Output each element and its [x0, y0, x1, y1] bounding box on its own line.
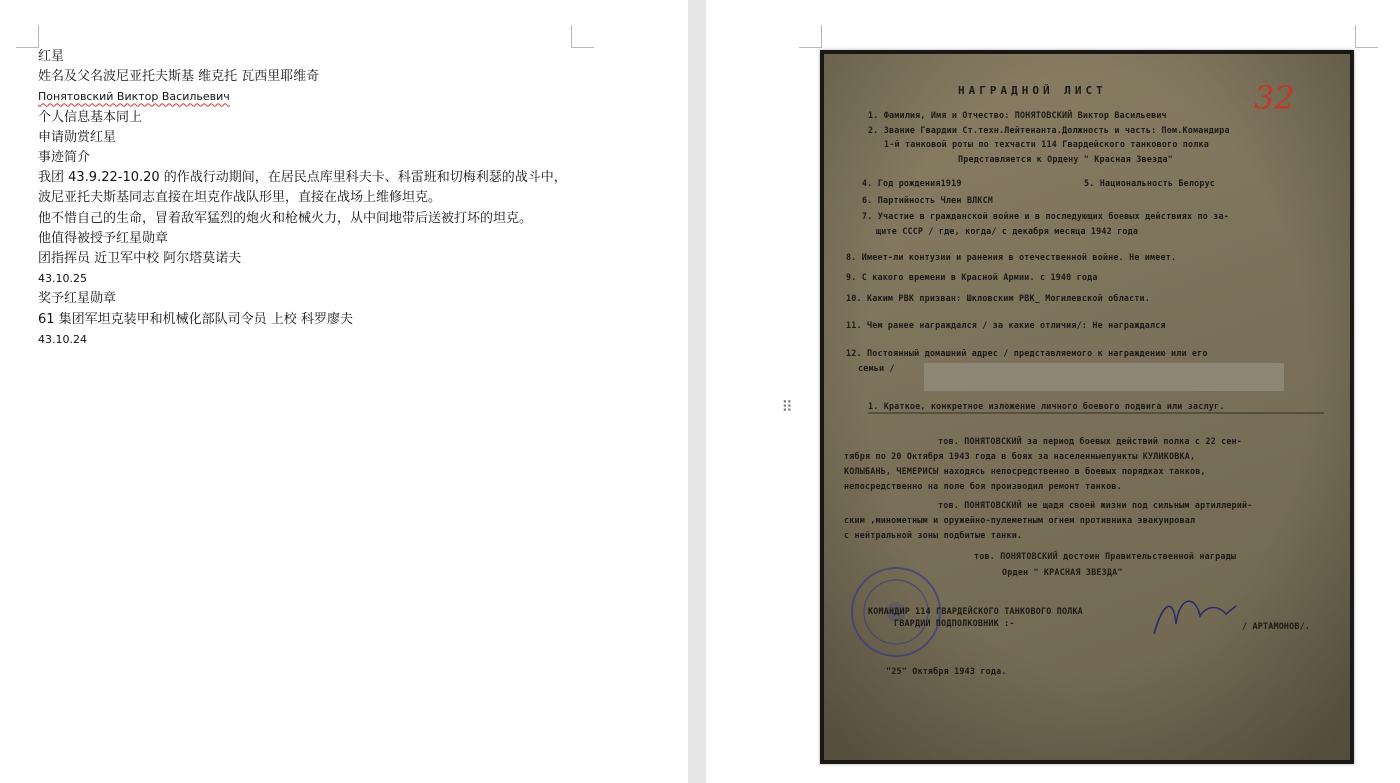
scan-line: 8. Имеет-ли контузии и ранения в отечественной войне. Не имеет.: [846, 252, 1177, 262]
scan-line: 12. Постоянный домашний адрес / представляемого к награждению или его: [846, 348, 1208, 358]
scan-line: 5. Национальность Белорус: [1084, 178, 1216, 188]
scan-line: 2. Звание Гвардии Ст.техн.Лейтенанта.Должность и часть: Пом.Командира: [868, 125, 1230, 135]
scan-line: / АРТАМОНОВ/.: [1242, 621, 1311, 631]
scan-line: 9. С какого времени в Красной Армии. с 1940 года: [846, 272, 1098, 282]
scan-line: тов. ПОНЯТОВСКИЙ не щадя своей жизни под сильным артиллерий-: [938, 500, 1253, 510]
scan-line: с нейтральной зоны подбитые танки.: [844, 530, 1023, 540]
scan-line: 1-й танковой роты по техчасти 114 Гвардейского танкового полка: [884, 139, 1210, 149]
scan-line: Представляется к Ордену " Красная Звезда": [958, 154, 1173, 164]
scan-number: 32: [1254, 79, 1295, 117]
scan-line: КОМАНДИР 114 ГВАРДЕЙСКОГО ТАНКОВОГО ПОЛКА: [868, 606, 1083, 616]
margin-corner-mark: [571, 25, 594, 48]
scan-line: тября по 20 Октября 1943 года в боях за населенныепункты КУЛИКОВКА,: [844, 451, 1196, 461]
scan-line: КОЛЫБАНЬ, ЧЕМЕРИСЫ находясь непосредственно в боевых порядках танков,: [844, 466, 1206, 476]
margin-corner-mark: [16, 25, 39, 48]
date-line[interactable]: 43.10.24: [38, 332, 87, 346]
scan-line: 7. Участие в гражданской войне и в последующих боевых действиях по за-: [862, 211, 1229, 221]
russian-name-line[interactable]: Понятовский Виктор Васильевич: [38, 90, 230, 104]
scan-line: "25" Октября 1943 года.: [886, 666, 1007, 676]
scan-line: тов. ПОНЯТОВСКИЙ достоин Правительственной награды: [974, 551, 1237, 561]
date-line[interactable]: 43.10.25: [38, 272, 87, 286]
page-gap: [688, 0, 706, 783]
margin-corner-mark: [799, 25, 822, 48]
scan-line: 4. Год рождения1919: [862, 178, 962, 188]
text-line[interactable]: 61 集团军坦克装甲和机械化部队司令员 上校 科罗廖夫: [38, 311, 353, 327]
drag-handle-icon[interactable]: ⠿: [781, 398, 793, 416]
scan-line: ским ,минометным и оружейно-пулеметным огнем противника эвакуировал: [844, 515, 1196, 525]
text-line[interactable]: 个人信息基本同上: [38, 109, 143, 125]
scan-line: Орден " КРАСНАЯ ЗВЕЗДА": [1002, 567, 1123, 577]
text-line[interactable]: 红星: [38, 49, 65, 64]
scan-line: 6. Партийность Член ВЛКСМ: [862, 195, 994, 205]
margin-corner-mark: [1355, 25, 1378, 48]
text-line[interactable]: 事迹简介: [38, 150, 91, 166]
text-line[interactable]: 奖予红星勋章: [38, 291, 117, 307]
scan-line: 10. Каким РВК призван: Шкловским РВК_ Могилевской области.: [846, 293, 1151, 303]
scan-line: семьи /: [858, 363, 895, 373]
scan-title: НАГРАДНОЙ ЛИСТ: [958, 84, 1107, 97]
text-line[interactable]: 申请勋赏红星: [38, 129, 117, 145]
scan-line: непосредственно на поле боя производил ремонт танков.: [844, 481, 1122, 491]
text-line[interactable]: 波尼亚托夫斯基同志直接在坦克作战队形里，直接在战场上维修坦克。: [38, 190, 442, 206]
text-line[interactable]: 姓名及父名波尼亚托夫斯基 维克托 瓦西里耶维奇: [38, 69, 320, 85]
scan-line: 1. Фамилия, Имя и Отчество: ПОНЯТОВСКИЙ Виктор Васильевич: [868, 110, 1167, 120]
scan-redacted-address: [924, 363, 1284, 391]
scan-line: 11. Чем ранее награждался / за какие отличия/: Не награждался: [846, 320, 1166, 330]
text-line[interactable]: 我团 43.9.22-10.20 的作战行动期间，在居民点库里科夫卡、科雷班和切梅利瑟的战斗中，: [38, 170, 567, 186]
scanned-award-sheet-image[interactable]: [820, 50, 1354, 764]
text-line[interactable]: 他值得被授予红星勋章: [38, 230, 169, 246]
document-text[interactable]: [38, 47, 658, 350]
text-line[interactable]: 他不惜自己的生命，冒着敌军猛烈的炮火和枪械火力，从中间地带后送被打坏的坦克。: [38, 210, 533, 226]
scan-paper: [824, 54, 1350, 760]
scan-line: 1. Краткое, конкретное изложение личного боевого подвига или заслуг.: [868, 401, 1225, 411]
scan-line: ГВАРДИИ ПОДПОЛКОВНИК :-: [894, 618, 1015, 628]
scan-line: щите СССР / где, когда/ с декабря месяца 1942 года: [876, 226, 1139, 236]
scan-line: тов. ПОНЯТОВСКИЙ за период боевых действий полка с 22 сен-: [938, 436, 1243, 446]
text-line[interactable]: 团指挥员 近卫军中校 阿尔塔莫诺夫: [38, 251, 242, 267]
scan-content: [824, 54, 1350, 760]
document-page-left[interactable]: [0, 0, 688, 783]
